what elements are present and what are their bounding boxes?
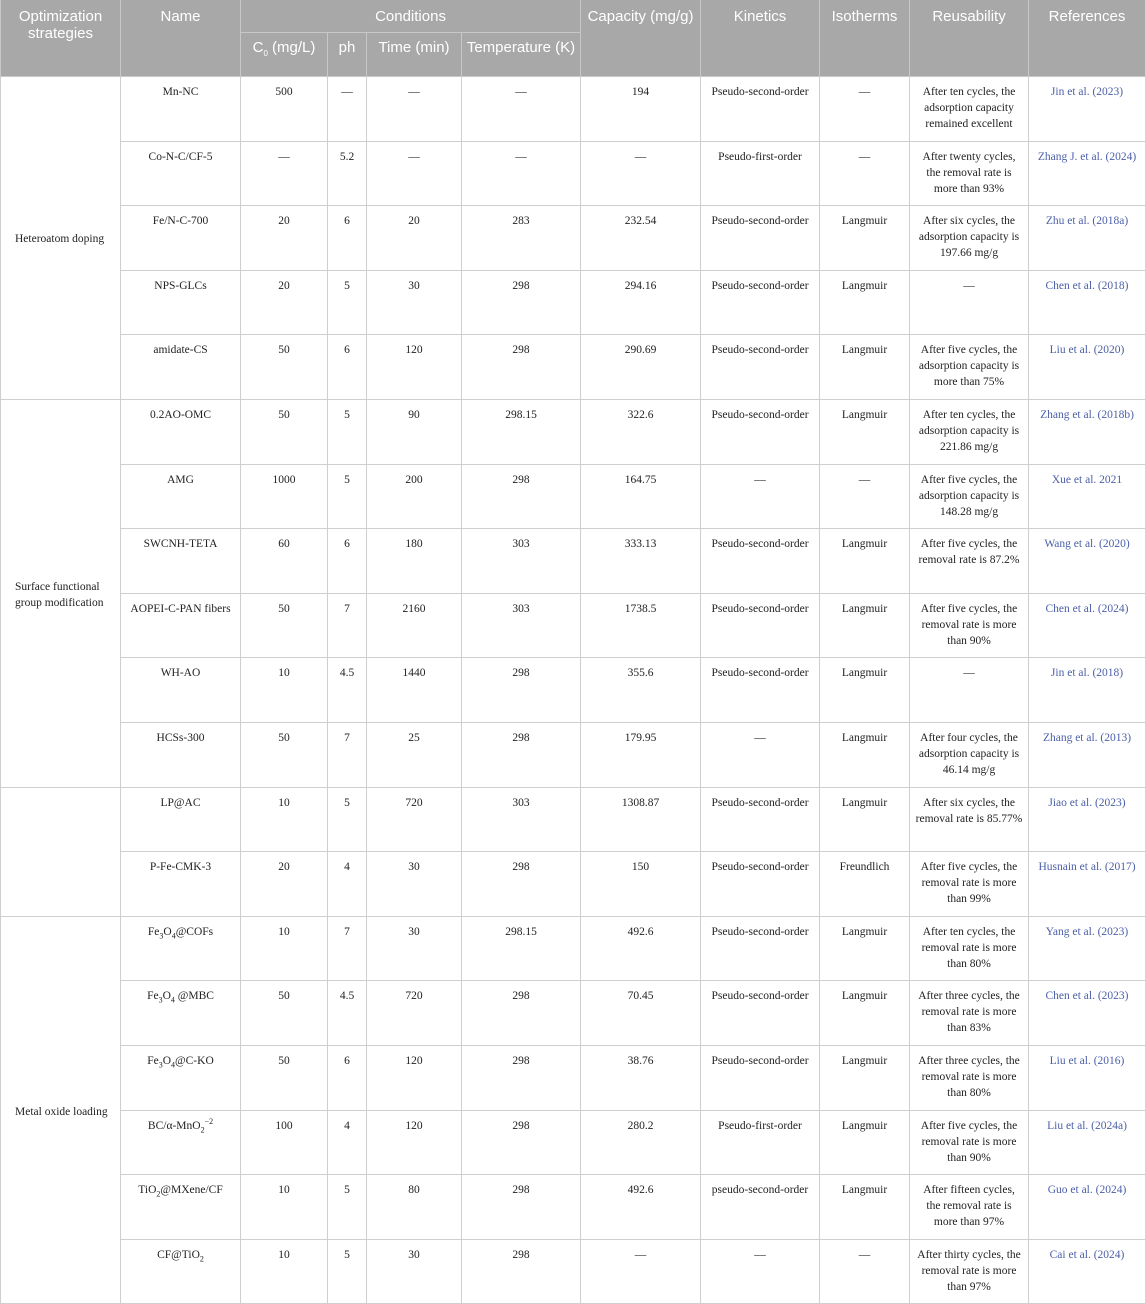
c0-cell: 60 [241, 529, 328, 594]
reference-cell[interactable]: Chen et al. (2024) [1029, 593, 1145, 658]
kinetics-cell: Pseudo-second-order [701, 1045, 820, 1110]
c0-cell: 20 [241, 270, 328, 335]
capacity-cell: 232.54 [581, 206, 701, 271]
header-temperature: Temperature (K) [462, 33, 581, 77]
time-cell: — [367, 141, 462, 206]
isotherms-cell: — [820, 77, 910, 142]
temperature-cell: 303 [462, 787, 581, 852]
reusability-cell: After ten cycles, the adsorption capacity is 221.86 mg/g [910, 399, 1029, 464]
capacity-cell: 194 [581, 77, 701, 142]
kinetics-cell: — [701, 464, 820, 529]
c0-cell: 50 [241, 335, 328, 400]
ph-cell: 4 [328, 1110, 367, 1175]
header-isotherms: Isotherms [820, 0, 910, 77]
isotherms-cell: Langmuir [820, 1045, 910, 1110]
kinetics-cell: Pseudo-second-order [701, 852, 820, 917]
kinetics-cell: Pseudo-second-order [701, 916, 820, 981]
name-part: 2 [200, 1254, 204, 1263]
capacity-cell: 70.45 [581, 981, 701, 1046]
name-part: Fe [148, 926, 160, 938]
time-cell: 30 [367, 270, 462, 335]
table-row [1, 722, 1145, 787]
table-row [1, 464, 1145, 529]
reusability-cell: After five cycles, the adsorption capacity is 148.28 mg/g [910, 464, 1029, 529]
c0-cell: 50 [241, 981, 328, 1046]
isotherms-cell: Langmuir [820, 722, 910, 787]
table-row [1, 658, 1145, 723]
table-header [1, 0, 1145, 77]
name-cell: AMG [121, 464, 241, 529]
kinetics-cell: Pseudo-second-order [701, 399, 820, 464]
reference-cell[interactable]: Cai et al. (2024) [1029, 1239, 1145, 1304]
kinetics-cell: Pseudo-second-order [701, 593, 820, 658]
capacity-cell: 150 [581, 852, 701, 917]
table-row [1, 1239, 1145, 1304]
name-cell [121, 981, 241, 1046]
temperature-cell: 298 [462, 335, 581, 400]
reference-cell[interactable]: Liu et al. (2016) [1029, 1045, 1145, 1110]
temperature-cell: 298 [462, 270, 581, 335]
time-cell: 80 [367, 1175, 462, 1240]
name-part: 4 [172, 931, 176, 940]
reusability-cell: After five cycles, the removal rate is more than 99% [910, 852, 1029, 917]
name-cell [121, 1110, 241, 1175]
name-cell [121, 916, 241, 981]
time-cell: 2160 [367, 593, 462, 658]
table-row [1, 593, 1145, 658]
table-row [1, 335, 1145, 400]
name-part: 4 [171, 1060, 175, 1069]
reusability-cell: After three cycles, the removal rate is more than 83% [910, 981, 1029, 1046]
ph-cell: 7 [328, 593, 367, 658]
isotherms-cell: Langmuir [820, 335, 910, 400]
temperature-cell: 298 [462, 852, 581, 917]
time-cell: 30 [367, 916, 462, 981]
header-c0 [241, 33, 328, 77]
header-c0-sub: 0 [263, 49, 267, 58]
c0-cell: — [241, 141, 328, 206]
table-row [1, 77, 1145, 142]
temperature-cell: 298 [462, 722, 581, 787]
name-cell: WH-AO [121, 658, 241, 723]
kinetics-cell: Pseudo-second-order [701, 335, 820, 400]
header-strategy: Optimization strategies [1, 0, 121, 77]
name-cell [121, 1045, 241, 1110]
name-cell: HCSs-300 [121, 722, 241, 787]
reference-cell[interactable]: Zhang et al. (2013) [1029, 722, 1145, 787]
ph-cell: 5 [328, 399, 367, 464]
time-cell: — [367, 77, 462, 142]
reference-cell[interactable]: Jin et al. (2023) [1029, 77, 1145, 142]
name-cell [121, 1175, 241, 1240]
isotherms-cell: Langmuir [820, 399, 910, 464]
name-cell: Mn-NC [121, 77, 241, 142]
name-cell: NPS-GLCs [121, 270, 241, 335]
temperature-cell: 303 [462, 529, 581, 594]
temperature-cell: 298 [462, 1045, 581, 1110]
ph-cell: 6 [328, 529, 367, 594]
isotherms-cell: — [820, 141, 910, 206]
name-cell [121, 1239, 241, 1304]
name-cell: AOPEI-C-PAN fibers [121, 593, 241, 658]
capacity-cell: 492.6 [581, 1175, 701, 1240]
name-part: Fe [147, 1055, 159, 1067]
kinetics-cell: Pseudo-second-order [701, 270, 820, 335]
isotherms-cell: Langmuir [820, 916, 910, 981]
header-c0-main: C [253, 39, 264, 56]
strategy-cell [1, 787, 121, 916]
temperature-cell: 298.15 [462, 916, 581, 981]
reference-cell[interactable]: Liu et al. (2020) [1029, 335, 1145, 400]
time-cell: 30 [367, 852, 462, 917]
capacity-cell: 333.13 [581, 529, 701, 594]
ph-cell: 4 [328, 852, 367, 917]
c0-cell: 50 [241, 1045, 328, 1110]
time-cell: 720 [367, 981, 462, 1046]
header-time: Time (min) [367, 33, 462, 77]
ph-cell: 6 [328, 335, 367, 400]
ph-cell: — [328, 77, 367, 142]
isotherms-cell: — [820, 1239, 910, 1304]
ph-cell: 5 [328, 270, 367, 335]
ph-cell: 7 [328, 916, 367, 981]
reusability-cell: After ten cycles, the removal rate is more than 80% [910, 916, 1029, 981]
name-cell: Fe/N-C-700 [121, 206, 241, 271]
time-cell: 120 [367, 1110, 462, 1175]
c0-cell: 10 [241, 787, 328, 852]
reusability-cell: After five cycles, the removal rate is 87.2% [910, 529, 1029, 594]
c0-cell: 10 [241, 1239, 328, 1304]
header-references: References [1029, 0, 1145, 77]
reference-cell[interactable]: Wang et al. (2020) [1029, 529, 1145, 594]
header-kinetics: Kinetics [701, 0, 820, 77]
time-cell: 120 [367, 335, 462, 400]
reference-cell[interactable]: Yang et al. (2023) [1029, 916, 1145, 981]
capacity-cell: 280.2 [581, 1110, 701, 1175]
c0-cell: 10 [241, 1175, 328, 1240]
kinetics-cell: Pseudo-first-order [701, 141, 820, 206]
isotherms-cell: Langmuir [820, 270, 910, 335]
capacity-cell: 179.95 [581, 722, 701, 787]
name-part: 3 [159, 996, 163, 1005]
capacity-cell: 290.69 [581, 335, 701, 400]
isotherms-cell: Langmuir [820, 1175, 910, 1240]
reference-cell[interactable]: Liu et al. (2024a) [1029, 1110, 1145, 1175]
reusability-cell: After six cycles, the removal rate is 85.77% [910, 787, 1029, 852]
temperature-cell: 298 [462, 1175, 581, 1240]
name-part: 4 [171, 996, 175, 1005]
isotherms-cell: — [820, 464, 910, 529]
capacity-cell: 294.16 [581, 270, 701, 335]
reference-cell[interactable]: Zhang et al. (2018b) [1029, 399, 1145, 464]
isotherms-cell: Langmuir [820, 787, 910, 852]
c0-cell: 20 [241, 206, 328, 271]
capacity-cell: 322.6 [581, 399, 701, 464]
capacity-cell: 1738.5 [581, 593, 701, 658]
c0-cell: 100 [241, 1110, 328, 1175]
ph-cell: 4.5 [328, 658, 367, 723]
reference-cell[interactable]: Xue et al. 2021 [1029, 464, 1145, 529]
name-part: @MBC [175, 990, 214, 1002]
reusability-cell: After twenty cycles, the removal rate is more than 93% [910, 141, 1029, 206]
ph-cell: 5 [328, 1239, 367, 1304]
reusability-cell: — [910, 270, 1029, 335]
table-row [1, 787, 1145, 852]
name-part: Fe [147, 990, 159, 1002]
table-row [1, 1110, 1145, 1175]
name-part: −2 [205, 1117, 214, 1126]
reference-cell[interactable]: Zhang J. et al. (2024) [1029, 141, 1145, 206]
name-cell: LP@AC [121, 787, 241, 852]
header-reusability: Reusability [910, 0, 1029, 77]
name-part: 3 [159, 1060, 163, 1069]
temperature-cell: 298 [462, 1110, 581, 1175]
reference-cell[interactable]: Guo et al. (2024) [1029, 1175, 1145, 1240]
name-part: 2 [156, 1189, 160, 1198]
table-row [1, 529, 1145, 594]
capacity-cell: — [581, 141, 701, 206]
time-cell: 180 [367, 529, 462, 594]
temperature-cell: 298 [462, 1239, 581, 1304]
reusability-cell: — [910, 658, 1029, 723]
header-capacity: Capacity (mg/g) [581, 0, 701, 77]
reference-cell[interactable]: Jin et al. (2018) [1029, 658, 1145, 723]
time-cell: 120 [367, 1045, 462, 1110]
header-ph: ph [328, 33, 367, 77]
temperature-cell: 298.15 [462, 399, 581, 464]
isotherms-cell: Langmuir [820, 658, 910, 723]
kinetics-cell: Pseudo-second-order [701, 206, 820, 271]
name-cell: amidate-CS [121, 335, 241, 400]
table-row [1, 399, 1145, 464]
ph-cell: 5 [328, 1175, 367, 1240]
table-row [1, 981, 1145, 1046]
c0-cell: 500 [241, 77, 328, 142]
temperature-cell: 283 [462, 206, 581, 271]
c0-cell: 10 [241, 916, 328, 981]
c0-cell: 10 [241, 658, 328, 723]
time-cell: 200 [367, 464, 462, 529]
name-part: O [163, 990, 171, 1002]
kinetics-cell: — [701, 1239, 820, 1304]
ph-cell: 6 [328, 1045, 367, 1110]
isotherms-cell: Langmuir [820, 981, 910, 1046]
reusability-cell: After six cycles, the adsorption capacity is 197.66 mg/g [910, 206, 1029, 271]
ph-cell: 4.5 [328, 981, 367, 1046]
isotherms-cell: Langmuir [820, 206, 910, 271]
temperature-cell: 298 [462, 464, 581, 529]
ph-cell: 5.2 [328, 141, 367, 206]
name-part: @COFs [176, 926, 213, 938]
name-part: CF@TiO [157, 1249, 200, 1261]
isotherms-cell: Langmuir [820, 1110, 910, 1175]
reusability-cell: After five cycles, the adsorption capacity is more than 75% [910, 335, 1029, 400]
name-part: TiO [138, 1184, 156, 1196]
c0-cell: 50 [241, 722, 328, 787]
time-cell: 30 [367, 1239, 462, 1304]
kinetics-cell: Pseudo-first-order [701, 1110, 820, 1175]
table-body [1, 77, 1145, 1304]
header-name: Name [121, 0, 241, 77]
c0-cell: 1000 [241, 464, 328, 529]
temperature-cell: — [462, 77, 581, 142]
reference-cell[interactable]: Husnain et al. (2017) [1029, 852, 1145, 917]
name-cell: Co-N-C/CF-5 [121, 141, 241, 206]
name-part: @C-KO [175, 1055, 214, 1067]
name-cell: SWCNH-TETA [121, 529, 241, 594]
reusability-cell: After five cycles, the removal rate is more than 90% [910, 1110, 1029, 1175]
c0-cell: 50 [241, 593, 328, 658]
table-row [1, 141, 1145, 206]
reference-cell[interactable]: Chen et al. (2018) [1029, 270, 1145, 335]
name-part: @MXene/CF [160, 1184, 222, 1196]
capacity-cell: 164.75 [581, 464, 701, 529]
capacity-cell: 355.6 [581, 658, 701, 723]
kinetics-cell: — [701, 722, 820, 787]
time-cell: 1440 [367, 658, 462, 723]
ph-cell: 5 [328, 787, 367, 852]
temperature-cell: — [462, 141, 581, 206]
reusability-cell: After four cycles, the adsorption capacity is 46.14 mg/g [910, 722, 1029, 787]
table-row [1, 270, 1145, 335]
capacity-cell: 492.6 [581, 916, 701, 981]
c0-cell: 20 [241, 852, 328, 917]
isotherms-cell: Langmuir [820, 593, 910, 658]
reusability-cell: After fifteen cycles, the removal rate is more than 97% [910, 1175, 1029, 1240]
time-cell: 20 [367, 206, 462, 271]
time-cell: 720 [367, 787, 462, 852]
capacity-cell: 1308.87 [581, 787, 701, 852]
temperature-cell: 303 [462, 593, 581, 658]
reusability-cell: After thirty cycles, the removal rate is more than 97% [910, 1239, 1029, 1304]
reference-cell[interactable]: Jiao et al. (2023) [1029, 787, 1145, 852]
table-row [1, 206, 1145, 271]
table-row [1, 1045, 1145, 1110]
strategy-cell: Surface functional group modification [1, 399, 121, 787]
table-row [1, 852, 1145, 917]
kinetics-cell: Pseudo-second-order [701, 658, 820, 723]
temperature-cell: 298 [462, 981, 581, 1046]
ph-cell: 5 [328, 464, 367, 529]
reusability-cell: After three cycles, the removal rate is more than 80% [910, 1045, 1029, 1110]
time-cell: 90 [367, 399, 462, 464]
reusability-cell: After five cycles, the removal rate is more than 90% [910, 593, 1029, 658]
kinetics-cell: pseudo-second-order [701, 1175, 820, 1240]
isotherms-cell: Langmuir [820, 529, 910, 594]
reference-cell[interactable]: Zhu et al. (2018a) [1029, 206, 1145, 271]
ph-cell: 6 [328, 206, 367, 271]
c0-cell: 50 [241, 399, 328, 464]
strategy-cell: Metal oxide loading [1, 916, 121, 1304]
header-c0-unit: (mg/L) [268, 39, 316, 56]
name-part: O [163, 1055, 171, 1067]
time-cell: 25 [367, 722, 462, 787]
header-conditions: Conditions [241, 0, 581, 33]
name-cell: P-Fe-CMK-3 [121, 852, 241, 917]
table-row [1, 916, 1145, 981]
strategy-cell: Heteroatom doping [1, 77, 121, 400]
temperature-cell: 298 [462, 658, 581, 723]
name-part: 3 [159, 931, 163, 940]
name-part: O [163, 926, 171, 938]
capacity-cell: — [581, 1239, 701, 1304]
kinetics-cell: Pseudo-second-order [701, 981, 820, 1046]
table-row [1, 1175, 1145, 1240]
ph-cell: 7 [328, 722, 367, 787]
kinetics-cell: Pseudo-second-order [701, 529, 820, 594]
name-part: BC/α-MnO [148, 1120, 201, 1132]
reference-cell[interactable]: Chen et al. (2023) [1029, 981, 1145, 1046]
capacity-cell: 38.76 [581, 1045, 701, 1110]
name-cell: 0.2AO-OMC [121, 399, 241, 464]
name-part: 2 [201, 1125, 205, 1134]
reusability-cell: After ten cycles, the adsorption capacity remained excellent [910, 77, 1029, 142]
kinetics-cell: Pseudo-second-order [701, 787, 820, 852]
kinetics-cell: Pseudo-second-order [701, 77, 820, 142]
isotherms-cell: Freundlich [820, 852, 910, 917]
